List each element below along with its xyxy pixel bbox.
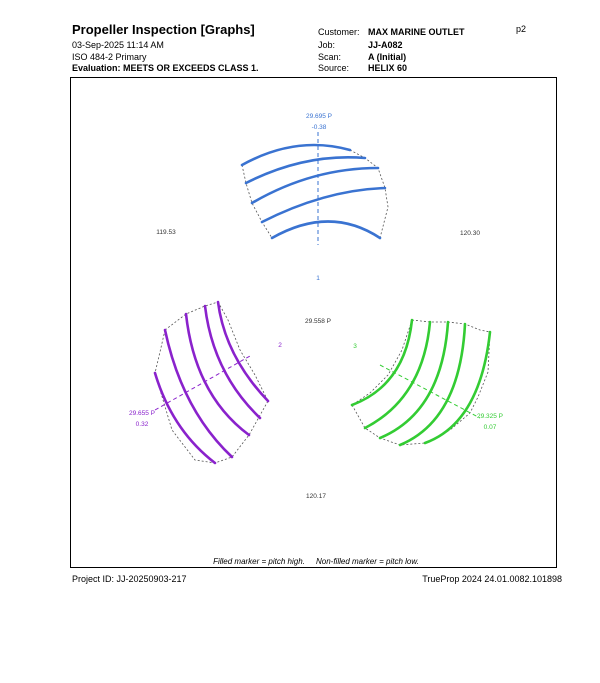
blade-3-arc-5 [425,332,490,443]
blade-2-arc-5 [218,302,268,401]
blade-2-arc-4 [205,306,260,418]
blade-2-group [129,302,282,463]
blade-3-outline [352,320,490,445]
spacing-left: 119.53 [156,229,176,236]
spacing-bottom: 120.17 [306,493,326,500]
customer-label: Customer: [318,27,360,37]
blade-3-arcs [352,320,490,445]
report-date: 03-Sep-2025 11:14 AM [72,40,164,50]
blade-2-pitch: 29.655 P [128,410,156,417]
blade-1-group [242,113,388,282]
blade-1-deviation: -0.38 [311,124,327,131]
evaluation-result: Evaluation: MEETS OR EXCEEDS CLASS 1. [72,63,259,73]
software-version: TrueProp 2024 24.01.0082.101898 [422,574,562,584]
mean-pitch: 29.558 P [304,318,332,325]
blade-3-number: 3 [353,343,357,350]
blade-1-arcs [242,145,385,238]
blade-3-pitch: 29.325 P [476,413,504,420]
blade-1-pitch: 29.695 P [305,113,333,120]
blade-3-group [352,320,503,445]
scan-value: A (Initial) [368,52,407,62]
marker-legend: Filled marker = pitch high. Non-filled marker = pitch low. [213,557,419,566]
job-value: JJ-A082 [368,40,403,50]
page-number: p2 [516,24,527,34]
scan-label: Scan: [318,52,342,62]
report-title: Propeller Inspection [Graphs] [72,22,255,37]
blade-3-arc-2 [365,322,430,428]
blade-3-deviation: 0.07 [483,424,497,431]
blade-1-arc-4 [262,188,385,222]
blade-2-reference-line [155,356,250,410]
source-value: HELIX 60 [368,63,408,73]
blade-2-deviation: 0.32 [135,421,149,428]
blade-2-number: 2 [278,342,282,349]
blade-1-arc-1 [242,145,350,165]
blade-1-number: 1 [316,275,320,282]
blade-2-arcs [155,302,268,463]
job-label: Job: [318,40,336,50]
blade-2-arc-2 [165,330,232,457]
customer-value: MAX MARINE OUTLET [368,27,465,37]
blade-3-arc-1 [352,320,412,405]
spacing-right: 120.30 [460,230,480,237]
report-standard: ISO 484-2 Primary [72,52,147,62]
project-id: Project ID: JJ-20250903-217 [72,574,187,584]
source-label: Source: [318,63,350,73]
blade-1-arc-5 [272,222,380,239]
